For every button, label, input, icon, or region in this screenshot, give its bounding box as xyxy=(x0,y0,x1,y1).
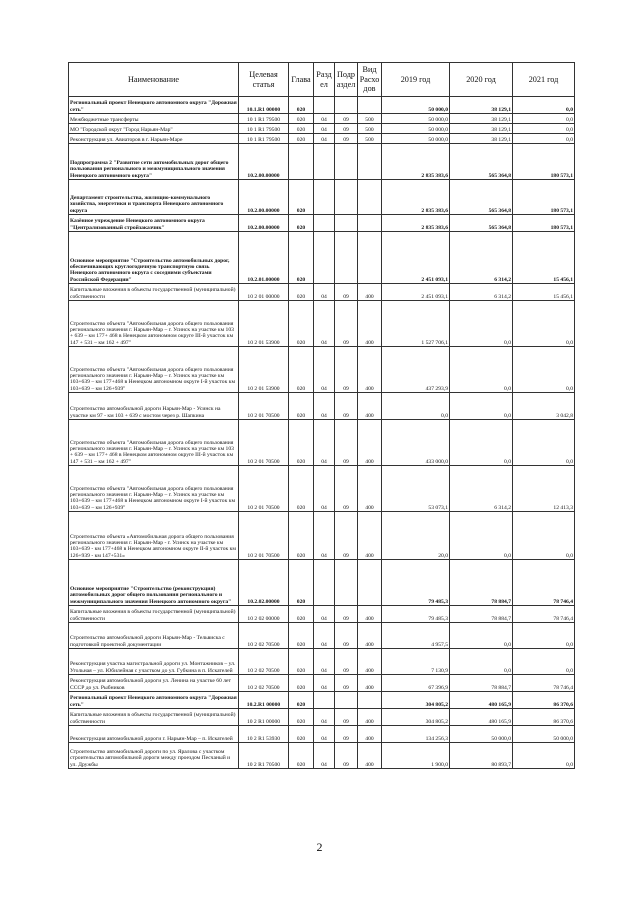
row-2021-cell: 0,0 xyxy=(513,420,575,466)
table-row xyxy=(69,284,575,301)
row-target-cell: 10.2.R1 00000 xyxy=(239,692,289,709)
row-target-cell: 10 2 01 70500 xyxy=(239,466,289,512)
header-exptype: Вид Расхо дов xyxy=(358,63,382,97)
row-subsection-cell xyxy=(335,97,358,114)
row-2020-cell: 78 884,7 xyxy=(450,606,513,623)
row-chapter-cell: 020 xyxy=(289,560,314,606)
table-row xyxy=(69,692,575,709)
row-2019-cell: 1 900,0 xyxy=(382,743,450,769)
row-exptype-cell: 400 xyxy=(358,512,382,560)
row-exptype-cell: 400 xyxy=(358,420,382,466)
row-2019-cell: 50 000,0 xyxy=(382,114,450,124)
table-row xyxy=(69,393,575,420)
row-subsection-cell: 09 xyxy=(335,347,358,393)
header-row xyxy=(69,63,575,97)
row-target-cell: 10 2 01 70500 xyxy=(239,420,289,466)
row-name-cell: МО "Городской округ "Город Нарьян-Мар" xyxy=(69,124,239,134)
table-row xyxy=(69,726,575,743)
row-name-cell: Реконструкция участка магистральной дороги ул. Монтажников – ул. Угольная – ул. Юбилейная с участком до ул. Губкина в п. Искателей xyxy=(69,649,239,675)
row-2020-cell: 565 364,8 xyxy=(450,180,513,215)
table-row xyxy=(69,606,575,623)
row-subsection-cell: 09 xyxy=(335,466,358,512)
row-2019-cell: 304 805,2 xyxy=(382,709,450,726)
row-2021-cell: 86 370,6 xyxy=(513,709,575,726)
row-exptype-cell: 400 xyxy=(358,623,382,649)
row-section-cell xyxy=(314,215,335,232)
row-target-cell: 10 2 01 00000 xyxy=(239,284,289,301)
row-2019-cell: 134 256,3 xyxy=(382,726,450,743)
row-section-cell: 04 xyxy=(314,726,335,743)
row-section-cell xyxy=(314,560,335,606)
row-section-cell xyxy=(314,180,335,215)
row-exptype-cell: 400 xyxy=(358,709,382,726)
row-2021-cell: 50 000,0 xyxy=(513,726,575,743)
table-row xyxy=(69,180,575,215)
table-row xyxy=(69,347,575,393)
row-target-cell: 10 2 01 70500 xyxy=(239,393,289,420)
row-subsection-cell: 09 xyxy=(335,623,358,649)
row-section-cell: 04 xyxy=(314,301,335,347)
row-chapter-cell: 020 xyxy=(289,466,314,512)
row-name-cell: Строительство автомобильной дороги Нарьян-Мар - Тельвиска с подготовкой проектной документации xyxy=(69,623,239,649)
row-name-cell: Реконструкция автомобильной дороги ул. Ленина на участке 60 лет СССР до ул. Рыбников xyxy=(69,675,239,692)
row-section-cell: 04 xyxy=(314,284,335,301)
row-2020-cell: 480 165,9 xyxy=(450,692,513,709)
row-name-cell: Строительство объекта "Автомобильная дорога общего пользования регионального значения г. Нарьян-Мар – г. Усинск на участке км 103+639 – км 177+468 в Ненецком автономном округе I-й участок км 103+639 – км 126+939" xyxy=(69,347,239,393)
row-section-cell: 04 xyxy=(314,134,335,144)
row-2020-cell: 6 314,2 xyxy=(450,284,513,301)
row-name-cell: Основное мероприятие "Строительство автомобильных дорог, обеспечивающих круглогодичную транспортную связь Ненецкого автономного округа с соседними субъектами Российской Федерации" xyxy=(69,232,239,284)
row-chapter-cell: 020 xyxy=(289,301,314,347)
row-2019-cell: 7 130,9 xyxy=(382,649,450,675)
row-2021-cell: 78 746,4 xyxy=(513,606,575,623)
row-2021-cell: 15 456,1 xyxy=(513,284,575,301)
row-2019-cell: 437 293,9 xyxy=(382,347,450,393)
row-target-cell: 10 2 02 70500 xyxy=(239,675,289,692)
header-target: Целевая статья xyxy=(239,63,289,97)
header-2019: 2019 год xyxy=(382,63,450,97)
row-subsection-cell: 09 xyxy=(335,301,358,347)
row-chapter-cell: 020 xyxy=(289,134,314,144)
row-chapter-cell: 020 xyxy=(289,675,314,692)
row-chapter-cell: 020 xyxy=(289,180,314,215)
row-2020-cell: 0,0 xyxy=(450,301,513,347)
row-2020-cell: 0,0 xyxy=(450,393,513,420)
row-2019-cell: 79 485,3 xyxy=(382,606,450,623)
row-name-cell: Строительство объекта "Автомобильная дорога общего пользования регионального значения г. Нарьян-Мар – г. Усинск на участке км 103 + 639 – км 177+ 468 в Ненецком автономном округе III-й участок км 147 + 531 – км 162 + 497" xyxy=(69,420,239,466)
row-subsection-cell: 09 xyxy=(335,512,358,560)
row-chapter-cell: 020 xyxy=(289,232,314,284)
row-2021-cell: 0,0 xyxy=(513,649,575,675)
row-target-cell: 10 2 02 70500 xyxy=(239,649,289,675)
row-subsection-cell: 09 xyxy=(335,606,358,623)
row-2021-cell: 15 456,1 xyxy=(513,232,575,284)
row-2021-cell: 180 573,1 xyxy=(513,215,575,232)
row-exptype-cell xyxy=(358,144,382,180)
row-exptype-cell: 400 xyxy=(358,649,382,675)
row-2020-cell: 38 129,1 xyxy=(450,97,513,114)
table-row xyxy=(69,675,575,692)
row-subsection-cell xyxy=(335,180,358,215)
row-chapter-cell: 020 xyxy=(289,709,314,726)
table-body xyxy=(69,97,575,769)
row-2019-cell: 304 805,2 xyxy=(382,692,450,709)
row-exptype-cell: 500 xyxy=(358,114,382,124)
row-section-cell: 04 xyxy=(314,606,335,623)
row-chapter-cell: 020 xyxy=(289,393,314,420)
row-subsection-cell xyxy=(335,215,358,232)
row-section-cell: 04 xyxy=(314,512,335,560)
row-2020-cell: 0,0 xyxy=(450,649,513,675)
row-name-cell: Капитальные вложения в объекты государственной (муниципальной) собственности xyxy=(69,284,239,301)
row-2019-cell: 4 957,5 xyxy=(382,623,450,649)
table-row xyxy=(69,560,575,606)
row-name-cell: Строительство объекта "Автомобильная дорога общего пользования регионального значения г. Нарьян-Мар – г. Усинск на участке км 103+639 – км 177+468 в Ненецком автономном округе I-й участок км 103+639 – км 126+939" xyxy=(69,466,239,512)
row-2019-cell: 50 000,0 xyxy=(382,134,450,144)
row-name-cell: Строительство объекта «Автомобильная дорога общего пользования регионального значения г. Нарьян-Мар - г. Усинск на участке км 103+639 - км 177+468 в Ненецком автономном округе II-й участок км 126+939 - км 147+531» xyxy=(69,512,239,560)
table-row xyxy=(69,420,575,466)
row-name-cell: Строительство автомобильной дороги по ул. Яралова с участком строительства автомобильной дороги между проездом Песчаный и ул. Дружбы xyxy=(69,743,239,769)
row-section-cell xyxy=(314,97,335,114)
row-subsection-cell: 09 xyxy=(335,726,358,743)
row-chapter-cell: 020 xyxy=(289,606,314,623)
table-row xyxy=(69,124,575,134)
header-2021: 2021 год xyxy=(513,63,575,97)
row-chapter-cell: 020 xyxy=(289,284,314,301)
row-section-cell: 04 xyxy=(314,649,335,675)
row-2020-cell: 6 314,2 xyxy=(450,232,513,284)
row-2020-cell: 38 129,1 xyxy=(450,114,513,124)
row-chapter-cell: 020 xyxy=(289,114,314,124)
table-row xyxy=(69,114,575,124)
row-2021-cell: 0,0 xyxy=(513,301,575,347)
table-row xyxy=(69,215,575,232)
row-section-cell: 04 xyxy=(314,675,335,692)
row-2020-cell: 565 364,8 xyxy=(450,215,513,232)
row-target-cell: 10.1.R1 00000 xyxy=(239,97,289,114)
row-2021-cell: 0,0 xyxy=(513,97,575,114)
table-row xyxy=(69,134,575,144)
row-subsection-cell: 09 xyxy=(335,393,358,420)
row-chapter-cell: 020 xyxy=(289,623,314,649)
table-row xyxy=(69,743,575,769)
row-2020-cell: 38 129,1 xyxy=(450,134,513,144)
table-row xyxy=(69,623,575,649)
row-subsection-cell: 09 xyxy=(335,709,358,726)
row-name-cell: Капитальные вложения в объекты государственной (муниципальной) собственности xyxy=(69,606,239,623)
row-subsection-cell: 09 xyxy=(335,124,358,134)
row-target-cell: 10 2 01 53900 xyxy=(239,347,289,393)
table-row xyxy=(69,97,575,114)
row-exptype-cell: 400 xyxy=(358,606,382,623)
row-name-cell: Региональный проект Ненецкого автономного округа "Дорожная сеть" xyxy=(69,692,239,709)
row-section-cell: 04 xyxy=(314,347,335,393)
row-2021-cell: 12 413,3 xyxy=(513,466,575,512)
row-2021-cell: 86 370,6 xyxy=(513,692,575,709)
row-2019-cell: 2 451 093,1 xyxy=(382,232,450,284)
header-subsection: Подр аздел xyxy=(335,63,358,97)
row-subsection-cell: 09 xyxy=(335,743,358,769)
row-target-cell: 10 1 R1 79500 xyxy=(239,114,289,124)
row-chapter-cell: 020 xyxy=(289,124,314,134)
row-target-cell: 10.2.01.00000 xyxy=(239,232,289,284)
table-row xyxy=(69,232,575,284)
row-2019-cell: 0,0 xyxy=(382,393,450,420)
row-2019-cell: 433 000,0 xyxy=(382,420,450,466)
row-name-cell: Строительство объекта "Автомобильная дорога общего пользования регионального значения г. Нарьян-Мар – г. Усинск на участке км 103 + 639 – км 177+ 468 в Ненецком автономном округе III-й участок км 147 + 531 – км 162 + 497" xyxy=(69,301,239,347)
row-2020-cell: 0,0 xyxy=(450,512,513,560)
row-exptype-cell: 400 xyxy=(358,466,382,512)
row-section-cell xyxy=(314,692,335,709)
row-subsection-cell xyxy=(335,560,358,606)
row-chapter-cell: 020 xyxy=(289,97,314,114)
row-target-cell: 10.2.00.00000 xyxy=(239,144,289,180)
row-2019-cell: 67 396,9 xyxy=(382,675,450,692)
row-subsection-cell: 09 xyxy=(335,649,358,675)
row-2019-cell: 2 451 093,1 xyxy=(382,284,450,301)
row-chapter-cell: 020 xyxy=(289,215,314,232)
row-name-cell: Реконструкция ул. Авиаторов в г. Нарьян-Маре xyxy=(69,134,239,144)
row-subsection-cell: 09 xyxy=(335,134,358,144)
row-target-cell: 10 2 02 70500 xyxy=(239,623,289,649)
row-subsection-cell xyxy=(335,144,358,180)
row-section-cell: 04 xyxy=(314,743,335,769)
row-name-cell: Строительство автомобильной дороги Нарьян-Мар - Усинск на участке км 97 - км 103 + 639 с мостом через р. Шапкина xyxy=(69,393,239,420)
row-2020-cell: 50 000,0 xyxy=(450,726,513,743)
row-2021-cell: 0,0 xyxy=(513,134,575,144)
row-section-cell: 04 xyxy=(314,393,335,420)
header-section: Разд ел xyxy=(314,63,335,97)
row-2020-cell: 565 364,8 xyxy=(450,144,513,180)
row-chapter-cell xyxy=(289,144,314,180)
row-target-cell: 10 2 R1 00000 xyxy=(239,709,289,726)
row-2021-cell: 0,0 xyxy=(513,114,575,124)
row-name-cell: Межбюджетные трансферты xyxy=(69,114,239,124)
row-2021-cell: 0,0 xyxy=(513,743,575,769)
table-row xyxy=(69,301,575,347)
row-target-cell: 10 2 R1 70500 xyxy=(239,743,289,769)
row-subsection-cell: 09 xyxy=(335,114,358,124)
row-2020-cell: 0,0 xyxy=(450,347,513,393)
row-subsection-cell: 09 xyxy=(335,675,358,692)
row-exptype-cell xyxy=(358,180,382,215)
page-number: 2 xyxy=(316,840,323,854)
row-subsection-cell xyxy=(335,232,358,284)
row-name-cell: Капитальные вложения в объекты государственной (муниципальной) собственности xyxy=(69,709,239,726)
row-name-cell: Казённое учреждение Ненецкого автономного округа "Централизованный стройзаказчик" xyxy=(69,215,239,232)
row-exptype-cell xyxy=(358,692,382,709)
row-chapter-cell: 020 xyxy=(289,420,314,466)
row-2020-cell: 78 884,7 xyxy=(450,560,513,606)
row-2021-cell: 180 573,1 xyxy=(513,144,575,180)
row-2020-cell: 38 129,1 xyxy=(450,124,513,134)
row-2020-cell: 6 314,2 xyxy=(450,466,513,512)
row-exptype-cell xyxy=(358,560,382,606)
row-2020-cell: 480 165,9 xyxy=(450,709,513,726)
row-2021-cell: 180 573,1 xyxy=(513,180,575,215)
row-2020-cell: 0,0 xyxy=(450,623,513,649)
row-exptype-cell: 400 xyxy=(358,301,382,347)
row-2021-cell: 0,0 xyxy=(513,347,575,393)
row-2020-cell: 0,0 xyxy=(450,420,513,466)
row-2019-cell: 20,0 xyxy=(382,512,450,560)
row-2021-cell: 0,0 xyxy=(513,623,575,649)
row-exptype-cell: 400 xyxy=(358,284,382,301)
row-section-cell xyxy=(314,232,335,284)
row-2019-cell: 2 835 383,6 xyxy=(382,144,450,180)
header-chapter: Глава xyxy=(289,63,314,97)
table-row xyxy=(69,512,575,560)
row-chapter-cell: 020 xyxy=(289,726,314,743)
row-name-cell: Реконструкция автомобильной дороги г. Нарьян-Мар – п. Искателей xyxy=(69,726,239,743)
row-target-cell: 10.2.00.00000 xyxy=(239,215,289,232)
row-2021-cell: 78 746,4 xyxy=(513,675,575,692)
row-exptype-cell: 500 xyxy=(358,124,382,134)
row-chapter-cell: 020 xyxy=(289,512,314,560)
row-chapter-cell: 020 xyxy=(289,649,314,675)
row-target-cell: 10 1 R1 79500 xyxy=(239,134,289,144)
row-exptype-cell xyxy=(358,97,382,114)
row-target-cell: 10.2.00.00000 xyxy=(239,180,289,215)
row-2020-cell: 78 884,7 xyxy=(450,675,513,692)
row-chapter-cell: 020 xyxy=(289,692,314,709)
row-name-cell: Региональный проект Ненецкого автономного округа "Дорожная сеть" xyxy=(69,97,239,114)
row-chapter-cell: 020 xyxy=(289,347,314,393)
budget-table xyxy=(68,62,575,769)
row-name-cell: Департамент строительства, жилищно-коммунального хозяйства, энергетики и транспорта Ненецкого автономного округа xyxy=(69,180,239,215)
table-row xyxy=(69,144,575,180)
row-exptype-cell xyxy=(358,215,382,232)
row-name-cell: Подпрограмма 2 "Развитие сети автомобильных дорог общего пользования регионального и межмуниципального значения Ненецкого автономного округа" xyxy=(69,144,239,180)
header-2020: 2020 год xyxy=(450,63,513,97)
table-row xyxy=(69,649,575,675)
row-section-cell: 04 xyxy=(314,114,335,124)
row-section-cell xyxy=(314,144,335,180)
row-exptype-cell: 400 xyxy=(358,347,382,393)
row-2019-cell: 2 835 383,6 xyxy=(382,180,450,215)
row-2021-cell: 78 746,4 xyxy=(513,560,575,606)
row-2019-cell: 79 485,3 xyxy=(382,560,450,606)
row-name-cell: Основное мероприятие "Строительство (реконструкция) автомобильных дорог общего пользования регионального и межмуниципального значения Ненецкого автономного округа" xyxy=(69,560,239,606)
row-section-cell: 04 xyxy=(314,466,335,512)
row-target-cell: 10 2 02 00000 xyxy=(239,606,289,623)
row-target-cell: 10 2 01 53900 xyxy=(239,301,289,347)
table-row xyxy=(69,709,575,726)
row-exptype-cell: 400 xyxy=(358,675,382,692)
row-2019-cell: 50 000,0 xyxy=(382,124,450,134)
row-exptype-cell xyxy=(358,232,382,284)
row-2021-cell: 0,0 xyxy=(513,512,575,560)
row-2019-cell: 2 835 383,6 xyxy=(382,215,450,232)
row-exptype-cell: 400 xyxy=(358,726,382,743)
row-2019-cell: 1 527 706,1 xyxy=(382,301,450,347)
row-exptype-cell: 400 xyxy=(358,743,382,769)
row-section-cell: 04 xyxy=(314,420,335,466)
row-target-cell: 10 2 R1 53930 xyxy=(239,726,289,743)
row-2019-cell: 50 000,0 xyxy=(382,97,450,114)
row-subsection-cell: 09 xyxy=(335,284,358,301)
row-subsection-cell xyxy=(335,692,358,709)
row-target-cell: 10 1 R1 79500 xyxy=(239,124,289,134)
row-exptype-cell: 500 xyxy=(358,134,382,144)
header-name: Наименование xyxy=(69,63,239,97)
row-section-cell: 04 xyxy=(314,623,335,649)
row-2020-cell: 80 893,7 xyxy=(450,743,513,769)
row-chapter-cell: 020 xyxy=(289,743,314,769)
row-2019-cell: 53 073,1 xyxy=(382,466,450,512)
row-subsection-cell: 09 xyxy=(335,420,358,466)
row-exptype-cell: 400 xyxy=(358,393,382,420)
row-2021-cell: 0,0 xyxy=(513,124,575,134)
row-2021-cell: 3 042,8 xyxy=(513,393,575,420)
row-target-cell: 10.2.02.00000 xyxy=(239,560,289,606)
row-target-cell: 10 2 01 70500 xyxy=(239,512,289,560)
table-row xyxy=(69,466,575,512)
row-section-cell: 04 xyxy=(314,124,335,134)
row-section-cell: 04 xyxy=(314,709,335,726)
